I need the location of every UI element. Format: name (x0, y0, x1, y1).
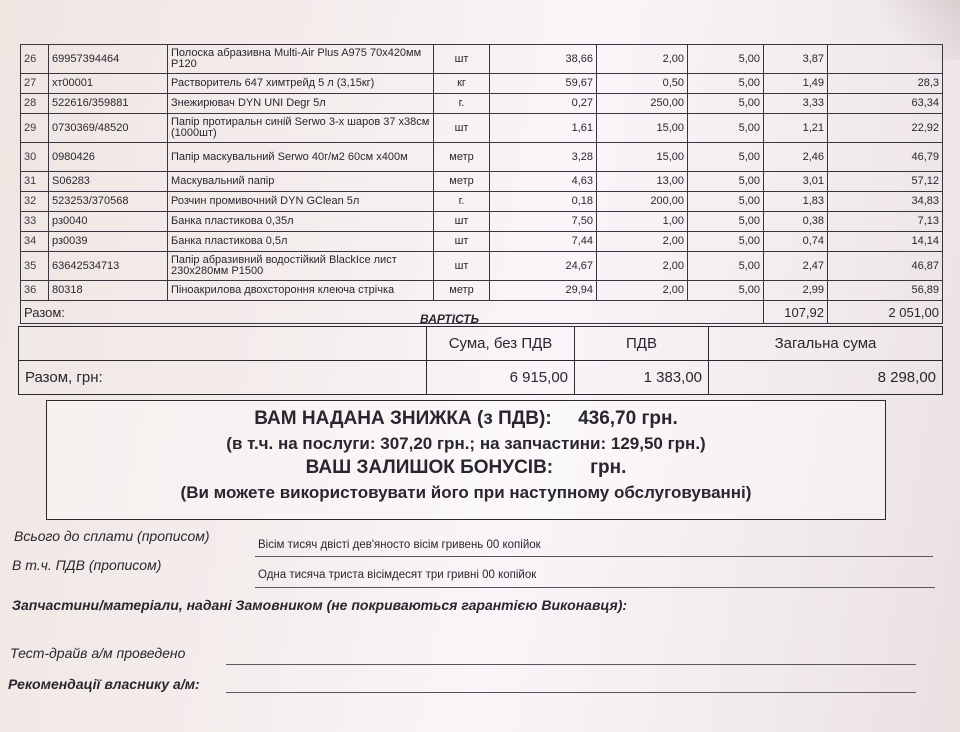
table-row (21, 143, 943, 172)
part-unit: шт (434, 252, 490, 281)
table-row (21, 74, 943, 94)
row-number: 26 (21, 45, 49, 74)
part-discount-amount: 1,49 (764, 74, 828, 94)
part-price: 0,18 (490, 192, 597, 212)
part-quantity: 250,00 (597, 94, 688, 114)
part-code: 523253/370568 (49, 192, 168, 212)
table-row (21, 252, 943, 281)
bonus-line (47, 457, 885, 479)
part-code: 522616/359881 (49, 94, 168, 114)
part-name: Розчин промивочний DYN GClean 5л (168, 192, 434, 212)
row-number: 29 (21, 114, 49, 143)
cost-header-row (19, 327, 943, 361)
recommendations-line (226, 692, 916, 693)
part-discount-amount: 2,46 (764, 143, 828, 172)
row-number: 30 (21, 143, 49, 172)
discount-box (46, 400, 886, 520)
part-discount-amount: 0,74 (764, 232, 828, 252)
part-unit: шт (434, 212, 490, 232)
parts-total-discount: 107,92 (764, 301, 828, 324)
part-sum: 34,83 (828, 192, 943, 212)
cost-total-value: 8 298,00 (709, 361, 943, 395)
part-discount-percent: 5,00 (688, 74, 764, 94)
part-discount-percent: 5,00 (688, 281, 764, 301)
parts-total-row (21, 301, 943, 324)
cost-header-vat: ПДВ (575, 327, 709, 361)
part-unit: метр (434, 281, 490, 301)
part-name: Банка пластикова 0,35л (168, 212, 434, 232)
row-number: 35 (21, 252, 49, 281)
part-unit: г. (434, 192, 490, 212)
bonus-value: грн. (590, 457, 627, 478)
part-quantity: 13,00 (597, 172, 688, 192)
cost-value-row (19, 361, 943, 395)
cost-header-net: Сума, без ПДВ (427, 327, 575, 361)
part-quantity: 0,50 (597, 74, 688, 94)
bonus-note: (Ви можете використовувати його при наступному обслуговуванні) (180, 483, 752, 502)
cost-net-value: 6 915,00 (427, 361, 575, 395)
part-name: Папір абразивний водостійкий BlackIce лист 230x280мм P1500 (168, 252, 434, 281)
part-discount-percent: 5,00 (688, 232, 764, 252)
part-discount-percent: 5,00 (688, 172, 764, 192)
part-code: 0730369/48520 (49, 114, 168, 143)
part-discount-amount: 3,87 (764, 45, 828, 74)
part-unit: метр (434, 172, 490, 192)
vat-words-value: Одна тисяча триста вісімдесят три гривні 00 копійок (258, 569, 537, 581)
part-sum: 63,34 (828, 94, 943, 114)
part-unit: шт (434, 232, 490, 252)
table-row (21, 114, 943, 143)
part-quantity: 15,00 (597, 114, 688, 143)
part-code: хт00001 (49, 74, 168, 94)
part-name: Растворитель 647 химтрейд 5 л (3,15кг) (168, 74, 434, 94)
table-row (21, 192, 943, 212)
part-code: рз0040 (49, 212, 168, 232)
part-code: S06283 (49, 172, 168, 192)
part-unit: шт (434, 45, 490, 74)
parts-total-label: Разом: (21, 301, 764, 324)
part-code: рз0039 (49, 232, 168, 252)
row-number: 33 (21, 212, 49, 232)
test-drive-line (226, 664, 916, 665)
part-quantity: 2,00 (597, 281, 688, 301)
part-name: Папір маскувальний Serwo 40г/м2 60см х400м (168, 143, 434, 172)
parts-table (20, 44, 943, 324)
part-price: 7,50 (490, 212, 597, 232)
table-row (21, 212, 943, 232)
part-quantity: 1,00 (597, 212, 688, 232)
bonus-label: ВАШ ЗАЛИШОК БОНУСІВ: (305, 457, 554, 478)
vat-words-line (255, 587, 935, 588)
part-sum: 7,13 (828, 212, 943, 232)
part-name: Маскувальний папір (168, 172, 434, 192)
total-words-line (255, 556, 933, 557)
part-code: 63642534713 (49, 252, 168, 281)
discount-line (47, 408, 885, 430)
cost-header-empty (19, 327, 427, 361)
part-discount-amount: 0,38 (764, 212, 828, 232)
part-sum: 56,89 (828, 281, 943, 301)
part-price: 1,61 (490, 114, 597, 143)
part-discount-percent: 5,00 (688, 45, 764, 74)
part-discount-percent: 5,00 (688, 114, 764, 143)
vat-words-label: В т.ч. ПДВ (прописом) (12, 557, 162, 573)
part-name: Папір протиральн синій Serwo 3-х шаров 37 х38см (1000шт) (168, 114, 434, 143)
cost-row-label: Разом, грн: (19, 361, 427, 395)
part-unit: шт (434, 114, 490, 143)
part-unit: метр (434, 143, 490, 172)
part-name: Знежирювач DYN UNI Degr 5л (168, 94, 434, 114)
part-sum: 14,14 (828, 232, 943, 252)
parts-table-body (21, 45, 943, 301)
cost-title: ВАРТІСТЬ (420, 312, 480, 326)
row-number: 31 (21, 172, 49, 192)
row-number: 28 (21, 94, 49, 114)
table-row (21, 45, 943, 74)
part-sum: 46,79 (828, 143, 943, 172)
part-price: 29,94 (490, 281, 597, 301)
row-number: 36 (21, 281, 49, 301)
part-quantity: 200,00 (597, 192, 688, 212)
table-row (21, 94, 943, 114)
part-code: 0980426 (49, 143, 168, 172)
part-quantity: 2,00 (597, 45, 688, 74)
discount-label: ВАМ НАДАНА ЗНИЖКА (з ПДВ): (254, 408, 552, 429)
recommendations-label: Рекомендації власнику а/м: (8, 676, 200, 692)
part-quantity: 2,00 (597, 232, 688, 252)
test-drive-label: Тест-драйв а/м проведено (10, 645, 186, 661)
parts-total-sum: 2 051,00 (828, 301, 943, 324)
part-sum: 28,3 (828, 74, 943, 94)
cost-vat-value: 1 383,00 (575, 361, 709, 395)
part-price: 4,63 (490, 172, 597, 192)
part-discount-percent: 5,00 (688, 212, 764, 232)
part-name: Піноакрилова двохстороння клеюча стрічка (168, 281, 434, 301)
total-words-value: Вісім тисяч двісті дев'яносто вісім гривень 00 копійок (258, 539, 541, 551)
cost-header-total: Загальна сума (709, 327, 943, 361)
part-discount-amount: 3,01 (764, 172, 828, 192)
part-code: 80318 (49, 281, 168, 301)
part-discount-amount: 1,21 (764, 114, 828, 143)
part-sum: 57,12 (828, 172, 943, 192)
cost-table (18, 326, 943, 395)
part-quantity: 15,00 (597, 143, 688, 172)
part-price: 7,44 (490, 232, 597, 252)
table-row (21, 281, 943, 301)
total-words-label: Всього до сплати (прописом) (14, 528, 210, 544)
part-discount-amount: 2,99 (764, 281, 828, 301)
part-unit: г. (434, 94, 490, 114)
part-price: 3,28 (490, 143, 597, 172)
part-sum: 22,92 (828, 114, 943, 143)
part-sum (828, 45, 943, 74)
part-discount-percent: 5,00 (688, 192, 764, 212)
discount-value: 436,70 грн. (578, 408, 678, 429)
part-price: 59,67 (490, 74, 597, 94)
customer-parts-label: Запчастини/матеріали, надані Замовником (не покриваються гарантією Виконавця): (12, 597, 628, 613)
part-name: Банка пластикова 0,5л (168, 232, 434, 252)
table-row (21, 232, 943, 252)
part-discount-amount: 3,33 (764, 94, 828, 114)
part-price: 0,27 (490, 94, 597, 114)
part-discount-percent: 5,00 (688, 143, 764, 172)
part-sum: 46,87 (828, 252, 943, 281)
part-quantity: 2,00 (597, 252, 688, 281)
row-number: 32 (21, 192, 49, 212)
part-unit: кг (434, 74, 490, 94)
part-price: 38,66 (490, 45, 597, 74)
part-name: Полоска абразивна Multi-Air Plus A975 70x420мм P120 (168, 45, 434, 74)
row-number: 27 (21, 74, 49, 94)
part-code: 69957394464 (49, 45, 168, 74)
row-number: 34 (21, 232, 49, 252)
part-price: 24,67 (490, 252, 597, 281)
part-discount-amount: 2,47 (764, 252, 828, 281)
table-row (21, 172, 943, 192)
discount-breakdown: (в т.ч. на послуги: 307,20 грн.; на запчастини: 129,50 грн.) (226, 434, 706, 453)
part-discount-percent: 5,00 (688, 252, 764, 281)
part-discount-amount: 1,83 (764, 192, 828, 212)
part-discount-percent: 5,00 (688, 94, 764, 114)
